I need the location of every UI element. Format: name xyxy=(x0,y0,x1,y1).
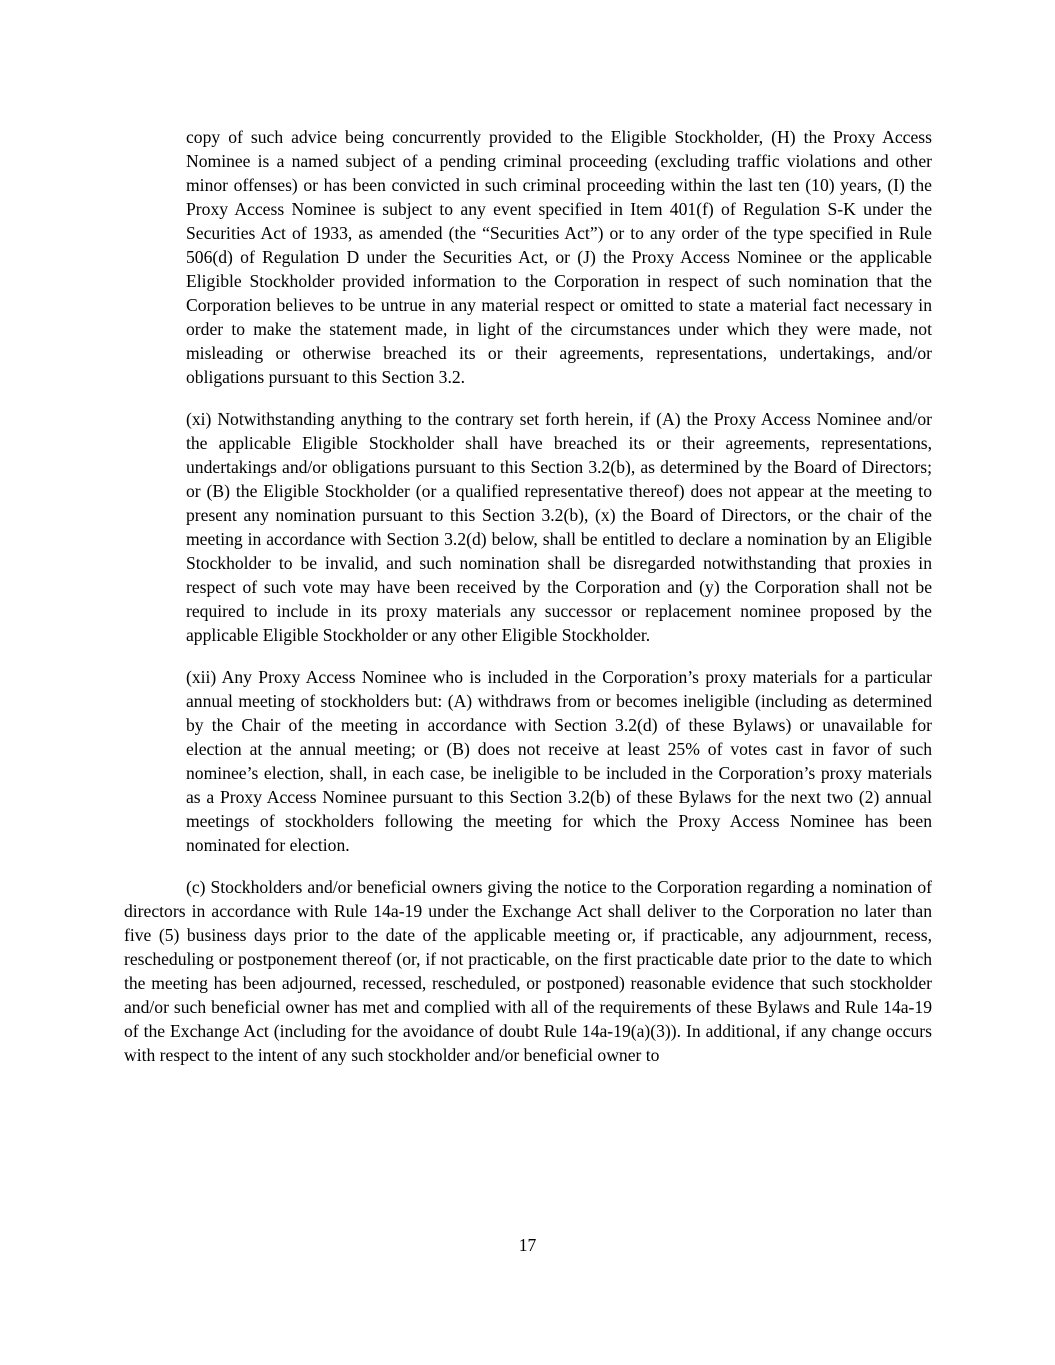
paragraph-clause-xi: (xi) Notwithstanding anything to the contrary set forth herein, if (A) the Proxy Access Nominee and/or the applicable Eligible Stockholder shall have breached its or their agreements, representations, undertakings and/or obligations pursuant to this Section 3.2(b), as determined by the Board of Directors; or (B) the Eligible Stockholder (or a qualified representative thereof) does not appear at the meeting to present any nomination pursuant to this Section 3.2(b), (x) the Board of Directors, or the chair of the meeting in accordance with Section 3.2(d) below, shall be entitled to declare a nomination by an Eligible Stockholder to be invalid, and such nomination shall be disregarded notwithstanding that proxies in respect of such vote may have been received by the Corporation and (y) the Corporation shall not be required to include in its proxy materials any successor or replacement nominee proposed by the applicable Eligible Stockholder or any other Eligible Stockholder. xyxy=(186,409,932,645)
paragraph-continuation-x: copy of such advice being concurrently provided to the Eligible Stockholder, (H) the Proxy Access Nominee is a named subject of a pending criminal proceeding (excluding traffic violations and other minor offenses) or has been convicted in such criminal proceeding within the last ten (10) years, (I) the Proxy Access Nominee is subject to any event specified in Item 401(f) of Regulation S-K under the Securities Act of 1933, as amended (the “Securities Act”) or to any order of the type specified in Rule 506(d) of Regulation D under the Securities Act, or (J) the Proxy Access Nominee or the applicable Eligible Stockholder provided information to the Corporation in respect of such nomination that the Corporation believes to be untrue in any material respect or omitted to state a material fact necessary in order to make the statement made, in light of the circumstances under which they were made, not misleading or otherwise breached its or their agreements, representations, undertakings, and/or obligations pursuant to this Section 3.2. xyxy=(186,127,932,387)
paragraph-clause-xii: (xii) Any Proxy Access Nominee who is included in the Corporation’s proxy materials for a particular annual meeting of stockholders but: (A) withdraws from or becomes ineligible (including as determined by the Chair of the meeting in accordance with Section 3.2(d) of these Bylaws) or unavailable for election at the annual meeting; or (B) does not receive at least 25% of votes cast in favor of such nominee’s election, shall, in each case, be ineligible to be included in the Corporation’s proxy materials as a Proxy Access Nominee pursuant to this Section 3.2(b) of these Bylaws for the next two (2) annual meetings of stockholders following the meeting for which the Proxy Access Nominee has been nominated for election. xyxy=(186,667,932,855)
paragraph-section-c: (c) Stockholders and/or beneficial owners giving the notice to the Corporation regarding a nomination of directors in accordance with Rule 14a-19 under the Exchange Act shall deliver to the Corporation no later than five (5) business days prior to the date of the applicable meeting or, if practicable, any adjournment, recess, rescheduling or postponement thereof (or, if not practicable, on the first practicable date prior to the date to which the meeting has been adjourned, recessed, rescheduled, or postponed) reasonable evidence that such stockholder and/or such beneficial owner has met and complied with all of the requirements of these Bylaws and Rule 14a-19 of the Exchange Act (including for the avoidance of doubt Rule 14a-19(a)(3)). In additional, if any change occurs with respect to the intent of any such stockholder and/or beneficial owner to xyxy=(124,877,932,1065)
body-text xyxy=(124,125,932,1085)
page-number: 17 xyxy=(518,1235,537,1255)
